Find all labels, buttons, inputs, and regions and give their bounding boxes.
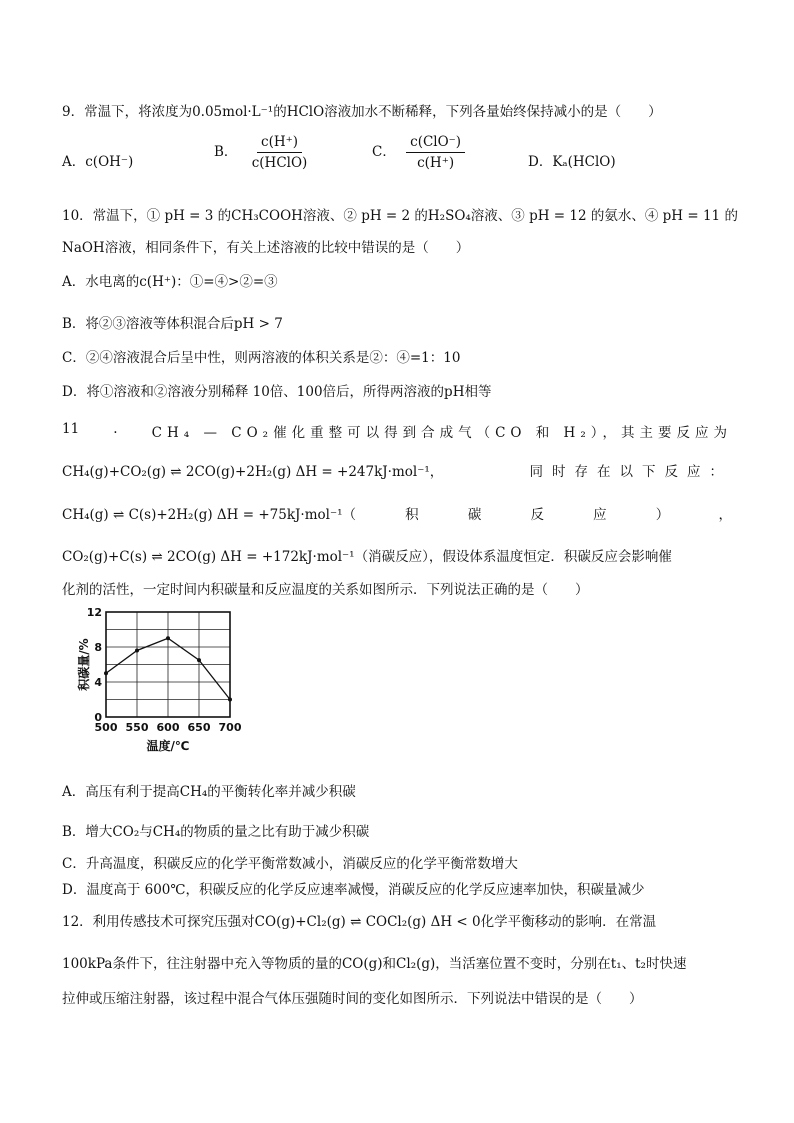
q11-stem-line4: CO₂(g)+C(s) ⇌ 2CO(g) ΔH = +172kJ·mol⁻¹（消碳反应），假设体系温度恒定．积碳反应会影响催 xyxy=(62,549,672,565)
q12-stem-line2: 100kPa条件下，往注射器中充入等物质的量的CO(g)和Cl₂(g)，当活塞位置不变时，分别在t₁、t₂时快速 xyxy=(62,956,687,972)
q9-option-d: D．Kₐ(HClO) xyxy=(528,154,616,170)
y-tick-label-0: 0 xyxy=(94,711,102,724)
q11-carbon-reaction: CH₄(g) ⇌ C(s)+2H₂(g) ΔH = +75kJ·mol⁻¹（ xyxy=(62,507,357,523)
q9-option-c-numerator: c(ClO⁻) xyxy=(406,134,465,153)
q10-option-c: C．②④溶液混合后呈中性，则两溶液的体积关系是②：④=1：10 xyxy=(62,350,461,366)
q11-word-ying: 应 xyxy=(593,507,607,523)
x-tick-label-3: 650 xyxy=(187,721,211,734)
q11-option-c: C．升高温度，积碳反应的化学平衡常数减小，消碳反应的化学平衡常数增大 xyxy=(62,856,518,872)
q9-option-b xyxy=(214,134,311,171)
q9-option-a: A．c(OH⁻) xyxy=(62,154,134,170)
x-axis-label: 温度/℃ xyxy=(146,739,190,753)
q9-option-b-fraction xyxy=(248,134,312,171)
q9-option-c xyxy=(372,134,465,171)
q11-stem-line5: 化剂的活性，一定时间内积碳量和反应温度的关系如图所示．下列说法正确的是（ ） xyxy=(62,582,589,598)
data-point-0 xyxy=(104,671,108,675)
q12-stem-line1: 12．利用传感技术可探究压强对CO(g)+Cl₂(g) ⇌ COCl₂(g) ΔH < 0化学平衡移动的影响．在常温 xyxy=(62,914,657,930)
q11-word-ji: 积 xyxy=(405,507,419,523)
data-point-2 xyxy=(166,636,170,640)
q11-word-tan: 碳 xyxy=(467,507,482,523)
q9-option-b-numerator: c(H⁺) xyxy=(257,134,302,153)
y-axis-label: 积碳量/% xyxy=(77,638,91,691)
y-tick-label-3: 12 xyxy=(86,606,102,619)
q12-stem-line3: 拉伸或压缩注射器，该过程中混合气体压强随时间的变化如图所示．下列说法中错误的是（ ） xyxy=(62,991,643,1007)
q11-also-text: 同时存在以下反应： xyxy=(529,464,732,480)
q9-option-c-label: C． xyxy=(372,144,396,160)
q11-number-dot: . xyxy=(113,421,118,437)
q11-word-fan: 反 xyxy=(530,507,544,523)
data-point-3 xyxy=(197,658,201,662)
q11-close-paren: ） xyxy=(655,507,670,523)
q11-main-reaction: CH₄(g)+CO₂(g) ⇌ 2CO(g)+2H₂(g) ΔH = +247kJ·mol⁻¹， xyxy=(62,464,444,480)
q11-stem-line2 xyxy=(62,460,732,480)
x-tick-label-2: 600 xyxy=(156,721,180,734)
q9-option-c-denominator: c(H⁺) xyxy=(417,155,455,171)
q11-stem-line1 xyxy=(62,421,732,441)
data-point-4 xyxy=(228,698,232,702)
carbon-deposit-chart xyxy=(77,602,248,757)
data-point-1 xyxy=(135,649,139,653)
q11-number: 11 xyxy=(62,421,80,437)
q9-option-b-denominator: c(HClO) xyxy=(251,155,308,171)
q10-option-b: B．将②③溶液等体积混合后pH > 7 xyxy=(62,316,283,332)
x-tick-label-0: 500 xyxy=(94,721,118,734)
q11-stem-text: CH₄ — CO₂催化重整可以得到合成气（CO 和 H₂），其主要反应为 xyxy=(151,425,732,441)
q11-option-b: B．增大CO₂与CH₄的物质的量之比有助于减少积碳 xyxy=(62,824,370,840)
q10-stem-line1: 10．常温下，① pH = 3 的CH₃COOH溶液、② pH = 2 的H₂SO₄溶液、③ pH = 12 的氨水、④ pH = 11 的 xyxy=(62,208,738,224)
y-tick-label-2: 8 xyxy=(94,641,102,654)
q11-option-a: A．高压有利于提高CH₄的平衡转化率并减少积碳 xyxy=(62,784,356,800)
q11-comma: ， xyxy=(718,507,732,523)
x-tick-label-1: 550 xyxy=(125,721,149,734)
q10-stem-line2: NaOH溶液，相同条件下，有关上述溶液的比较中错误的是（ ） xyxy=(62,240,470,256)
q9-stem: 9．常温下，将浓度为0.05mol·L⁻¹的HClO溶液加水不断稀释，下列各量始终保持减小的是（ ） xyxy=(62,104,662,120)
q11-option-d: D．温度高于 600℃，积碳反应的化学反应速率减慢，消碳反应的化学反应速率加快，积碳量减少 xyxy=(62,882,645,898)
q10-option-a: A．水电离的c(H⁺)：①=④>②=③ xyxy=(62,274,278,290)
y-tick-label-1: 4 xyxy=(94,676,102,689)
q9-option-c-fraction xyxy=(406,134,465,171)
q10-option-d: D．将①溶液和②溶液分别稀释 10倍、100倍后，所得两溶液的pH相等 xyxy=(62,384,492,400)
q9-option-b-label: B． xyxy=(214,144,238,160)
x-tick-label-4: 700 xyxy=(218,721,242,734)
q11-stem-line3 xyxy=(62,503,732,523)
